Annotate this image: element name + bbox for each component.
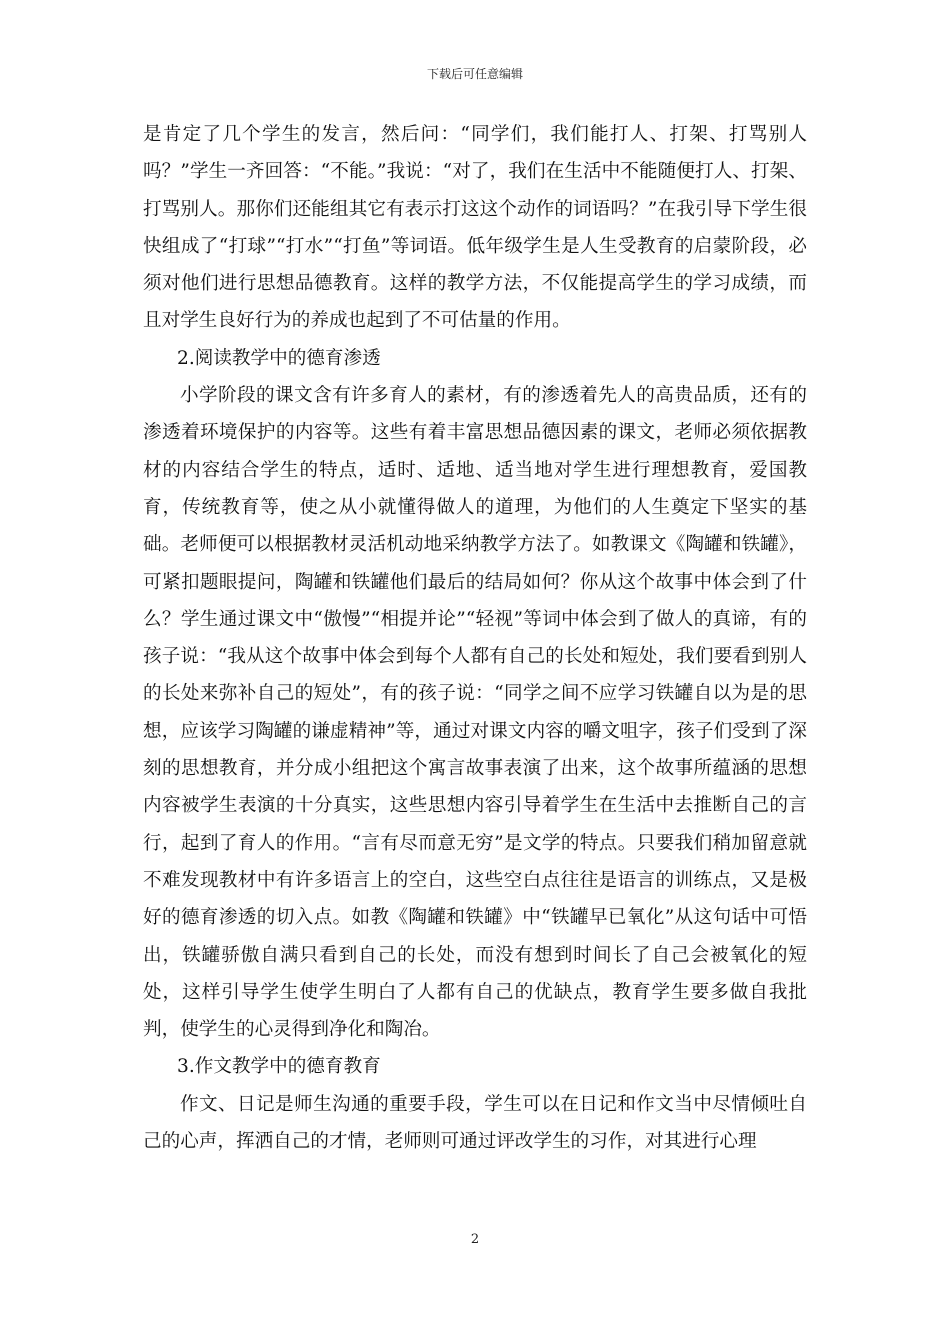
page-header: 下载后可任意编辑 <box>426 67 523 81</box>
section-heading-writing: 3.作文教学中的德育教育 <box>177 1056 381 1078</box>
paragraph-reading: 小学阶段的课文含有许多育人的素材，有的渗透着先人的高贵品质，还有的渗透着环境保护的内容等。这些有着丰富思想品德因素的课文，老师必须依据教材的内容结合学生的特点，适时、适地、适当地对学生进行理想教育，爱国教育，传统教育等，使之从小就懂得做人的道理，为他们的人生奠定下坚实的基础。老师便可以根据教材灵活机动地采纳教学方法了。如教课文《陶罐和铁罐》，可紧扣题眼提问，陶罐和铁罐他们最后的结局如何？你从这个故事中体会到了什么？学生通过课文中“傲慢”“相提并论”“轻视”等词中体会到了做人的真谛，有的孩子说：“我从这个故事中体会到每个人都有自己的长处和短处，我们要看到别人的长处来弥补自己的短处”，有的孩子说：“同学之间不应学习铁罐自以为是的思想，应该学习陶罐的谦虚精神”等，通过对课文内容的嚼文咀字，孩子们受到了深刻的思想教育，并分成小组把这个寓言故事表演了出来，这个故事所蕴涵的思想内容被学生表演的十分真实，这些思想内容引导着学生在生活中去推断自己的言行，起到了育人的作用。“言有尽而意无穷”是文学的特点。只要我们稍加留意就不难发现教材中有许多语言上的空白，这些空白点往往是语言的训练点，又是极好的德育渗透的切入点。如教《陶罐和铁罐》中“铁罐早已氧化”从这句话中可悟出，铁罐骄傲自满只看到自己的长处，而没有想到时间长了自己会被氧化的短处，这样引导学生使学生明白了人都有自己的优缺点，教育学生要多做自我批判，使学生的心灵得到净化和陶冶。 <box>143 385 807 1041</box>
document-body <box>143 116 807 1160</box>
page-number: 2 <box>470 1232 480 1247</box>
paragraph-writing: 作文、日记是师生沟通的重要手段，学生可以在日记和作文当中尽情倾吐自己的心声，挥洒自己的才情，老师则可通过评改学生的习作，对其进行心理 <box>143 1093 807 1153</box>
section-heading-reading: 2.阅读教学中的德育渗透 <box>177 347 381 369</box>
paragraph-continued: 是肯定了几个学生的发言，然后问：“同学们，我们能打人、打架、打骂别人吗？”学生一齐回答：“不能。”我说：“对了，我们在生活中不能随便打人、打架、打骂别人。那你们还能组其它有表示打这这个动作的词语吗？”在我引导下学生很快组成了“打球”“打水”“打鱼”等词语。低年级学生是人生受教育的启蒙阶段，必须对他们进行思想品德教育。这样的教学方法，不仅能提高学生的学习成绩，而且对学生良好行为的养成也起到了不可估量的作用。 <box>143 124 807 332</box>
